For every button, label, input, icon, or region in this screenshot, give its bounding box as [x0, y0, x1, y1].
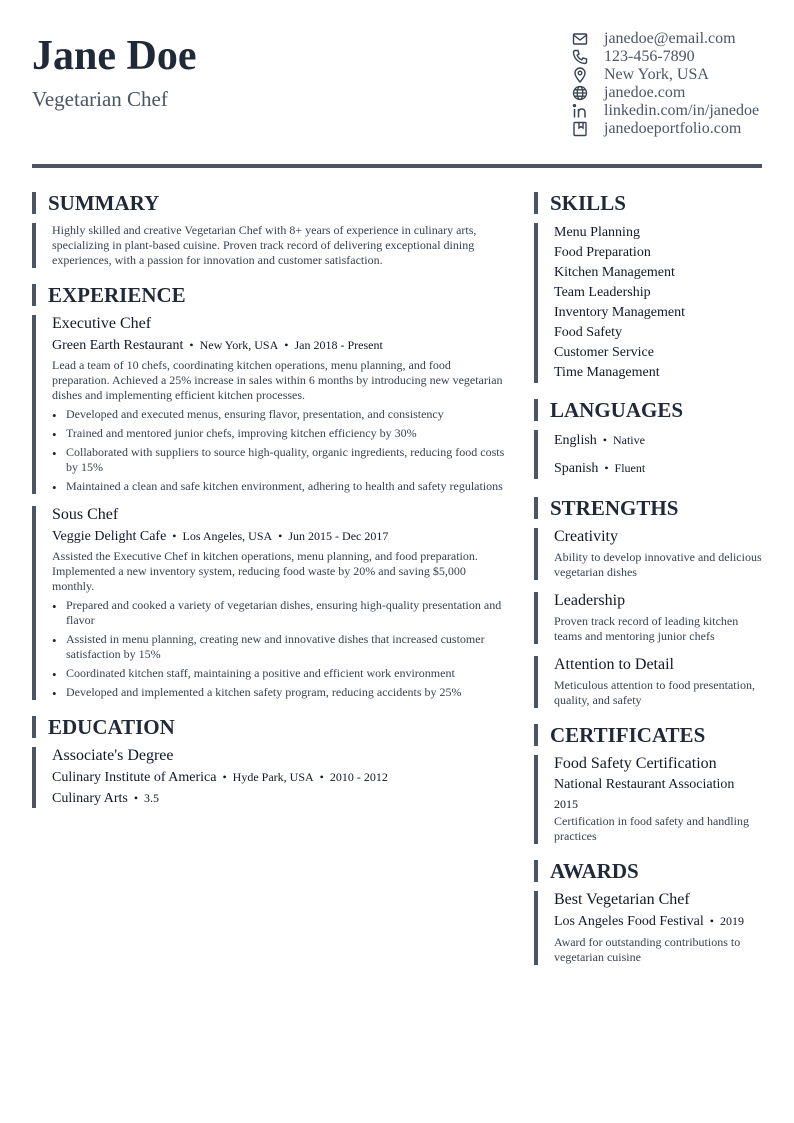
certificate-title: Food Safety Certification: [554, 755, 717, 772]
certificate-org: National Restaurant Association: [554, 777, 735, 792]
separator-dot: •: [172, 529, 177, 543]
separator-dot: •: [284, 338, 289, 352]
separator-dot: •: [278, 529, 283, 543]
language-english: [554, 430, 762, 451]
awards-heading: AWARDS: [534, 860, 762, 882]
mail-icon: [572, 31, 588, 47]
language-name: English: [554, 433, 597, 448]
contact-location-text: New York, USA: [604, 66, 709, 83]
job-dates: Jan 2018 - Present: [294, 338, 383, 352]
job-title: Sous Chef: [52, 506, 119, 523]
location-icon: [572, 67, 588, 83]
education-field-row: [52, 789, 507, 808]
separator-dot: •: [709, 914, 714, 928]
job-description: Assisted the Executive Chef in kitchen operations, menu planning, and food preparation. Implemented a new inventory system, reducing food waste by 20% and saving $5,000 monthly.: [52, 549, 478, 593]
list-item: Inventory Management: [554, 305, 686, 320]
separator-dot: •: [133, 791, 139, 805]
award-org: Los Angeles Food Festival: [554, 914, 704, 929]
job-meta: [52, 336, 507, 355]
separator-dot: •: [189, 338, 194, 352]
list-item: Food Safety: [554, 325, 623, 340]
skills-section: [534, 223, 762, 383]
list-item: Time Management: [554, 365, 660, 380]
separator-dot: •: [319, 770, 324, 784]
candidate-title: Vegetarian Chef: [32, 87, 168, 111]
job-bullets: [52, 598, 507, 700]
contact-email-text[interactable]: janedoe@email.com: [604, 30, 736, 47]
certificate-desc: Certification in food safety and handling practices: [554, 814, 749, 843]
separator-dot: •: [222, 770, 227, 784]
education-gpa: 3.5: [144, 791, 160, 805]
education-section: [32, 747, 507, 808]
list-item: Customer Service: [554, 345, 654, 360]
strength-title: Leadership: [554, 592, 626, 609]
portfolio-icon: [572, 121, 588, 137]
award-desc: Award for outstanding contributions to vegetarian cuisine: [554, 935, 741, 964]
certificates-heading: CERTIFICATES: [534, 724, 762, 746]
experience-job-1: [32, 315, 507, 494]
contact-phone[interactable]: [572, 48, 762, 66]
education-school: Culinary Institute of America: [52, 770, 217, 785]
list-item: • Developed and executed menus, ensuring flavor, presentation, and consistency: [52, 407, 507, 422]
list-item: Food Preparation: [554, 245, 651, 260]
separator-dot: •: [604, 461, 609, 475]
left-column: [32, 192, 507, 808]
languages-section: [534, 430, 762, 479]
experience-job-2: [32, 506, 507, 700]
job-bullets: [52, 407, 507, 494]
candidate-name: Jane Doe: [32, 33, 197, 79]
list-item: Menu Planning: [554, 225, 640, 240]
list-item: • Assisted in menu planning, creating new and innovative dishes that increased customer satisfaction by 15%: [52, 632, 507, 662]
education-dates: 2010 - 2012: [329, 770, 388, 784]
strength-creativity: [534, 528, 762, 580]
list-item: • Trained and mentored junior chefs, improving kitchen efficiency by 30%: [52, 426, 507, 441]
contact-phone-text[interactable]: 123-456-7890: [604, 48, 695, 65]
list-item: • Maintained a clean and safe kitchen environment, adhering to health and safety regulations: [52, 479, 507, 494]
award-meta: [554, 912, 762, 931]
list-item: Kitchen Management: [554, 265, 675, 280]
summary-heading: SUMMARY: [32, 192, 507, 214]
job-meta: [52, 527, 507, 546]
education-field: Culinary Arts: [52, 791, 128, 806]
education-location: Hyde Park, USA: [232, 770, 314, 784]
strength-desc: Proven track record of leading kitchen teams and mentoring junior chefs: [554, 614, 739, 643]
awards-section: [534, 891, 762, 965]
language-name: Spanish: [554, 461, 599, 476]
contact-website-text[interactable]: janedoe.com: [604, 84, 686, 101]
contact-email[interactable]: [572, 30, 762, 48]
phone-icon: [572, 49, 588, 65]
strength-title: Creativity: [554, 528, 618, 545]
strengths-heading: STRENGTHS: [534, 497, 762, 519]
contact-linkedin[interactable]: [572, 102, 762, 120]
education-degree: Associate's Degree: [52, 747, 174, 764]
job-title: Executive Chef: [52, 315, 152, 332]
education-meta: [52, 768, 507, 787]
summary-text: Highly skilled and creative Vegetarian Chef with 8+ years of experience in culinary arts, specializing in plant-based cuisine. Proven track record of delivering exceptional dining experiences, with a passion for innovation and customer satisfaction.: [52, 223, 477, 267]
job-location: Los Angeles, USA: [182, 529, 273, 543]
globe-icon: [572, 85, 588, 101]
strength-title: Attention to Detail: [554, 656, 674, 673]
skills-heading: SKILLS: [534, 192, 762, 214]
contact-list: [572, 30, 762, 138]
header-divider: [32, 164, 762, 168]
job-location: New York, USA: [199, 338, 279, 352]
separator-dot: •: [602, 433, 607, 447]
list-item: Team Leadership: [554, 285, 651, 300]
language-spanish: [554, 458, 762, 479]
linkedin-icon: [572, 103, 588, 119]
contact-website[interactable]: [572, 84, 762, 102]
award-year: 2019: [719, 914, 744, 928]
job-company: Veggie Delight Cafe: [52, 529, 167, 544]
job-dates: Jun 2015 - Dec 2017: [288, 529, 389, 543]
contact-portfolio-text[interactable]: janedoeportfolio.com: [604, 120, 742, 137]
strength-desc: Ability to develop innovative and delicious vegetarian dishes: [554, 550, 762, 579]
education-heading: EDUCATION: [32, 716, 507, 738]
language-level: Native: [612, 433, 645, 447]
right-column: [534, 192, 762, 965]
resume-header: [32, 30, 762, 150]
contact-portfolio[interactable]: [572, 120, 762, 138]
experience-heading: EXPERIENCE: [32, 284, 507, 306]
languages-heading: LANGUAGES: [534, 399, 762, 421]
award-title: Best Vegetarian Chef: [554, 891, 690, 908]
strength-leadership: [534, 592, 762, 644]
certificate-year: 2015: [554, 797, 578, 811]
language-level: Fluent: [614, 461, 646, 475]
certificates-section: [534, 755, 762, 844]
job-company: Green Earth Restaurant: [52, 338, 184, 353]
list-item: • Prepared and cooked a variety of vegetarian dishes, ensuring high-quality presentation and flavor: [52, 598, 507, 628]
strength-attention: [534, 656, 762, 708]
job-description: Lead a team of 10 chefs, coordinating kitchen operations, menu planning, and food preparation. Achieved a 25% increase in sales within 6 months by introducing new vegetarian dishes and implementing efficient kitchen processes.: [52, 358, 503, 402]
contact-location: [572, 66, 762, 84]
list-item: • Developed and implemented a kitchen safety program, reducing accidents by 25%: [52, 685, 507, 700]
list-item: • Coordinated kitchen staff, maintaining a positive and efficient work environment: [52, 666, 507, 681]
contact-linkedin-text[interactable]: linkedin.com/in/janedoe: [604, 102, 760, 119]
list-item: • Collaborated with suppliers to source high-quality, organic ingredients, reducing food costs by 15%: [52, 445, 507, 475]
strength-desc: Meticulous attention to food presentation, quality, and safety: [554, 678, 755, 707]
summary-section: [32, 223, 507, 268]
